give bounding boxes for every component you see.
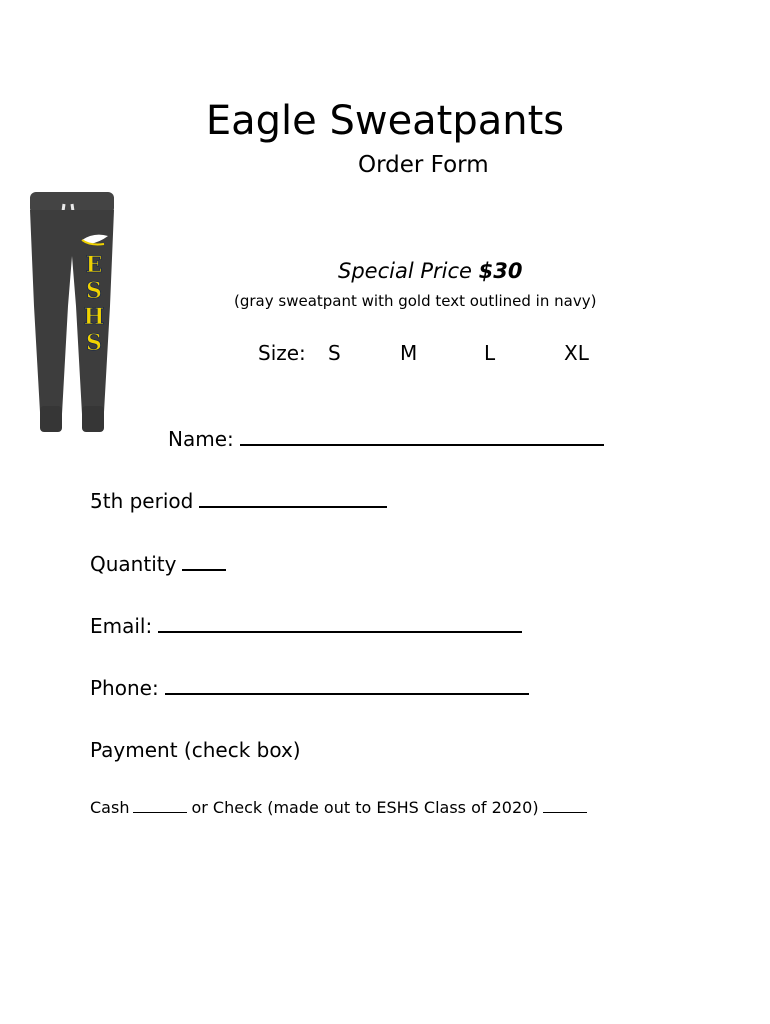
email-label: Email: bbox=[90, 614, 153, 638]
email-field[interactable] bbox=[158, 613, 522, 633]
quantity-row bbox=[90, 550, 226, 578]
price-amount: $30 bbox=[478, 259, 523, 283]
price-label: Special Price bbox=[338, 259, 479, 283]
cash-label: Cash bbox=[90, 798, 130, 817]
quantity-field[interactable] bbox=[182, 551, 226, 571]
quantity-label: Quantity bbox=[90, 552, 177, 576]
name-row bbox=[168, 425, 604, 453]
svg-text:S: S bbox=[86, 330, 102, 356]
period-field[interactable] bbox=[199, 488, 387, 508]
phone-label: Phone: bbox=[90, 676, 159, 700]
price-line bbox=[338, 257, 522, 285]
svg-text:S: S bbox=[86, 278, 102, 304]
size-selector bbox=[258, 340, 598, 366]
period-row bbox=[90, 487, 387, 515]
email-row bbox=[90, 612, 522, 640]
page-subtitle: Order Form bbox=[358, 152, 489, 178]
phone-field[interactable] bbox=[165, 675, 529, 695]
svg-text:H: H bbox=[83, 304, 105, 330]
payment-heading: Payment (check box) bbox=[90, 738, 301, 762]
phone-row bbox=[90, 674, 529, 702]
size-option-l[interactable]: L bbox=[484, 341, 496, 365]
check-label: or Check (made out to ESHS Class of 2020) bbox=[191, 798, 539, 817]
check-checkbox-line[interactable] bbox=[543, 798, 587, 813]
name-field[interactable] bbox=[240, 426, 604, 446]
page-title: Eagle Sweatpants bbox=[205, 98, 565, 144]
size-option-xl[interactable]: XL bbox=[564, 341, 589, 365]
payment-row bbox=[90, 796, 591, 820]
size-option-s[interactable]: S bbox=[328, 341, 341, 365]
cash-checkbox-line[interactable] bbox=[133, 798, 187, 813]
eshs-logo-text: E bbox=[85, 252, 103, 278]
product-description: (gray sweatpant with gold text outlined in navy) bbox=[234, 292, 597, 310]
period-label: 5th period bbox=[90, 489, 194, 513]
sweatpants-image bbox=[18, 186, 128, 438]
size-option-m[interactable]: M bbox=[400, 341, 418, 365]
name-label: Name: bbox=[168, 427, 234, 451]
size-label: Size: bbox=[258, 341, 306, 365]
